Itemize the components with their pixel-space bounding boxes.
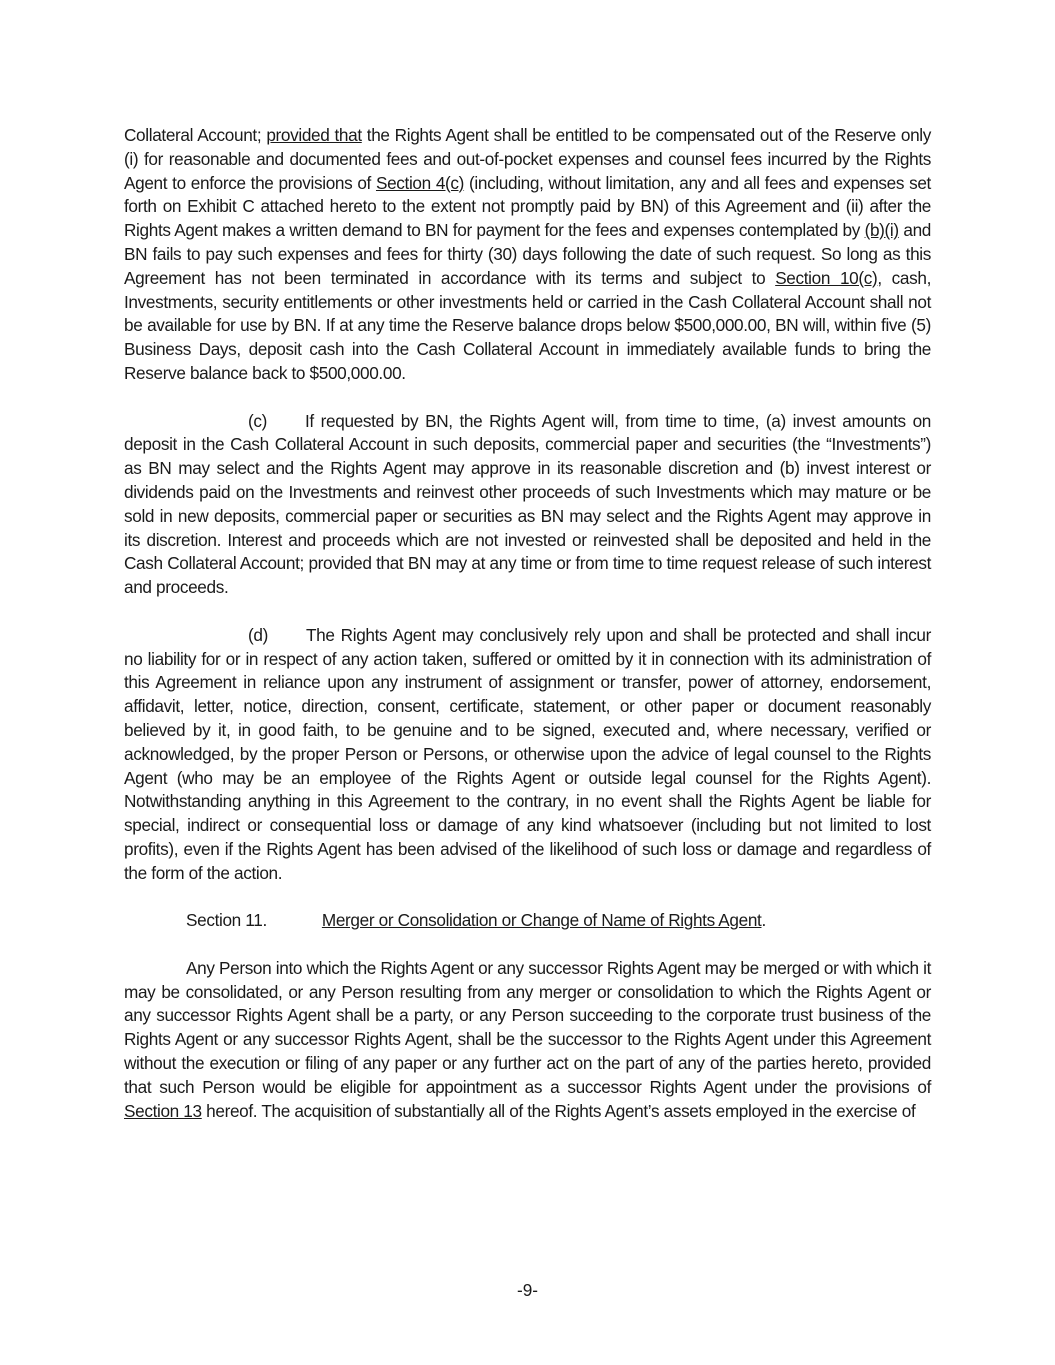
text-segment: hereof. The acquisition of substantially all of the Rights Agent’s assets employed in the exercise of [201, 1100, 916, 1121]
paragraph-d [124, 624, 931, 886]
paragraph-d-label: (d) [248, 624, 268, 645]
text-segment: , cash, Investments, security entitlements or other investments held or carried in the Cash Collateral Account shall not be available for use by BN. If at any time the Reserve balance drops below $500,000.00, BN will, within five (5) Business Days, deposit cash into the Cash Collateral Account in immediately available funds to bring the Reserve balance back to $500,000.00. [124, 267, 931, 383]
text-segment: the Rights Agent shall be entitled to be compensated out of the Reserve only (i) for reasonable and documented fees and out-of-pocket expenses and counsel fees incurred by the Rights Agent to enforce the provisions of [124, 125, 931, 193]
paragraph-c [124, 410, 931, 600]
paragraph-c-label: (c) [248, 410, 267, 431]
section-13-reference: Section 13 [124, 1100, 202, 1121]
paragraph-b-continued [124, 124, 931, 386]
section-10c-reference: Section 10(c) [775, 267, 878, 288]
paragraph-d-text: The Rights Agent may conclusively rely upon and shall be protected and shall incur no liability for or in respect of any action taken, suffered or omitted by it in connection with its administration of this Agreement in reliance upon any instrument of assignment or transfer, power of attorney, endorsement, affidavit, letter, notice, direction, consent, certificate, statement, or other paper or document reasonably believed by it, in good faith, to be genuine and to be signed, executed and, where necessary, verified or acknowledged, by the proper Person or Persons, or otherwise upon the advice of legal counsel to the Rights Agent (who may be an employee of the Rights Agent or outside legal counsel for the Rights Agent). Notwithstanding anything in this Agreement to the contrary, in no event shall the Rights Agent be liable for special, indirect or consequential loss or damage of any kind whatsoever (including but not limited to lost profits), even if the Rights Agent has been advised of the likelihood of such loss or damage and regardless of the form of the action. [124, 624, 931, 883]
page-number: -9- [516, 1280, 538, 1300]
section-11-title-end: . [761, 910, 766, 931]
text-segment: (including, without limitation, any and all fees and expenses set forth on Exhibit C attached hereto to the extent not promptly paid by BN) of this Agreement and (ii) after the Rights Agent makes a written demand to BN for payment for the fees and expenses contemplated by [124, 172, 931, 241]
paragraph-section-11 [124, 957, 931, 1124]
document-body [124, 124, 931, 1123]
section-11-heading [124, 909, 931, 933]
section-11-title: Merger or Consolidation or Change of Name of Rights Agent [321, 910, 762, 931]
text-segment: Any Person into which the Rights Agent or any successor Rights Agent may be merged or with which it may be consolidated, or any Person resulting from any merger or consolidation to which the Rights Agent or any successor Rights Agent shall be a party, or any Person succeeding to the corporate trust business of the Rights Agent or any successor Rights Agent, shall be the successor to the Rights Agent under this Agreement without the execution or filing of any paper or any further act on the part of any of the parties hereto, provided that such Person would be eligible for appointment as a successor Rights Agent under the provisions of [124, 957, 931, 1097]
section-11-number: Section 11. [186, 910, 267, 931]
provided-that-underlined: provided that [266, 125, 362, 145]
paragraph-c-text: If requested by BN, the Rights Agent will, from time to time, (a) invest amounts on deposit in the Cash Collateral Account in such deposits, commercial paper and securities (the “Investments”) as BN may select and the Rights Agent may approve in its reasonable discretion and (b) invest interest or dividends paid on the Investments and reinvest other proceeds of such Investments which may mature or be sold in new deposits, commercial paper or securities as BN may select and the Rights Agent may approve in its discretion. Interest and proceeds which are not invested or reinvested shall be deposited and held in the Cash Collateral Account; provided that BN may at any time or from time to time request release of such interest and proceeds. [124, 410, 931, 598]
text-segment: Collateral Account; [124, 125, 267, 145]
text-segment: and BN fails to pay such expenses and fees for thirty (30) days following the date of such request. So long as this Agreement has not been terminated in accordance with its terms and subject to [124, 220, 931, 288]
section-4c-reference: Section 4(c) [375, 172, 465, 193]
b-i-reference: (b)(i) [864, 220, 899, 241]
